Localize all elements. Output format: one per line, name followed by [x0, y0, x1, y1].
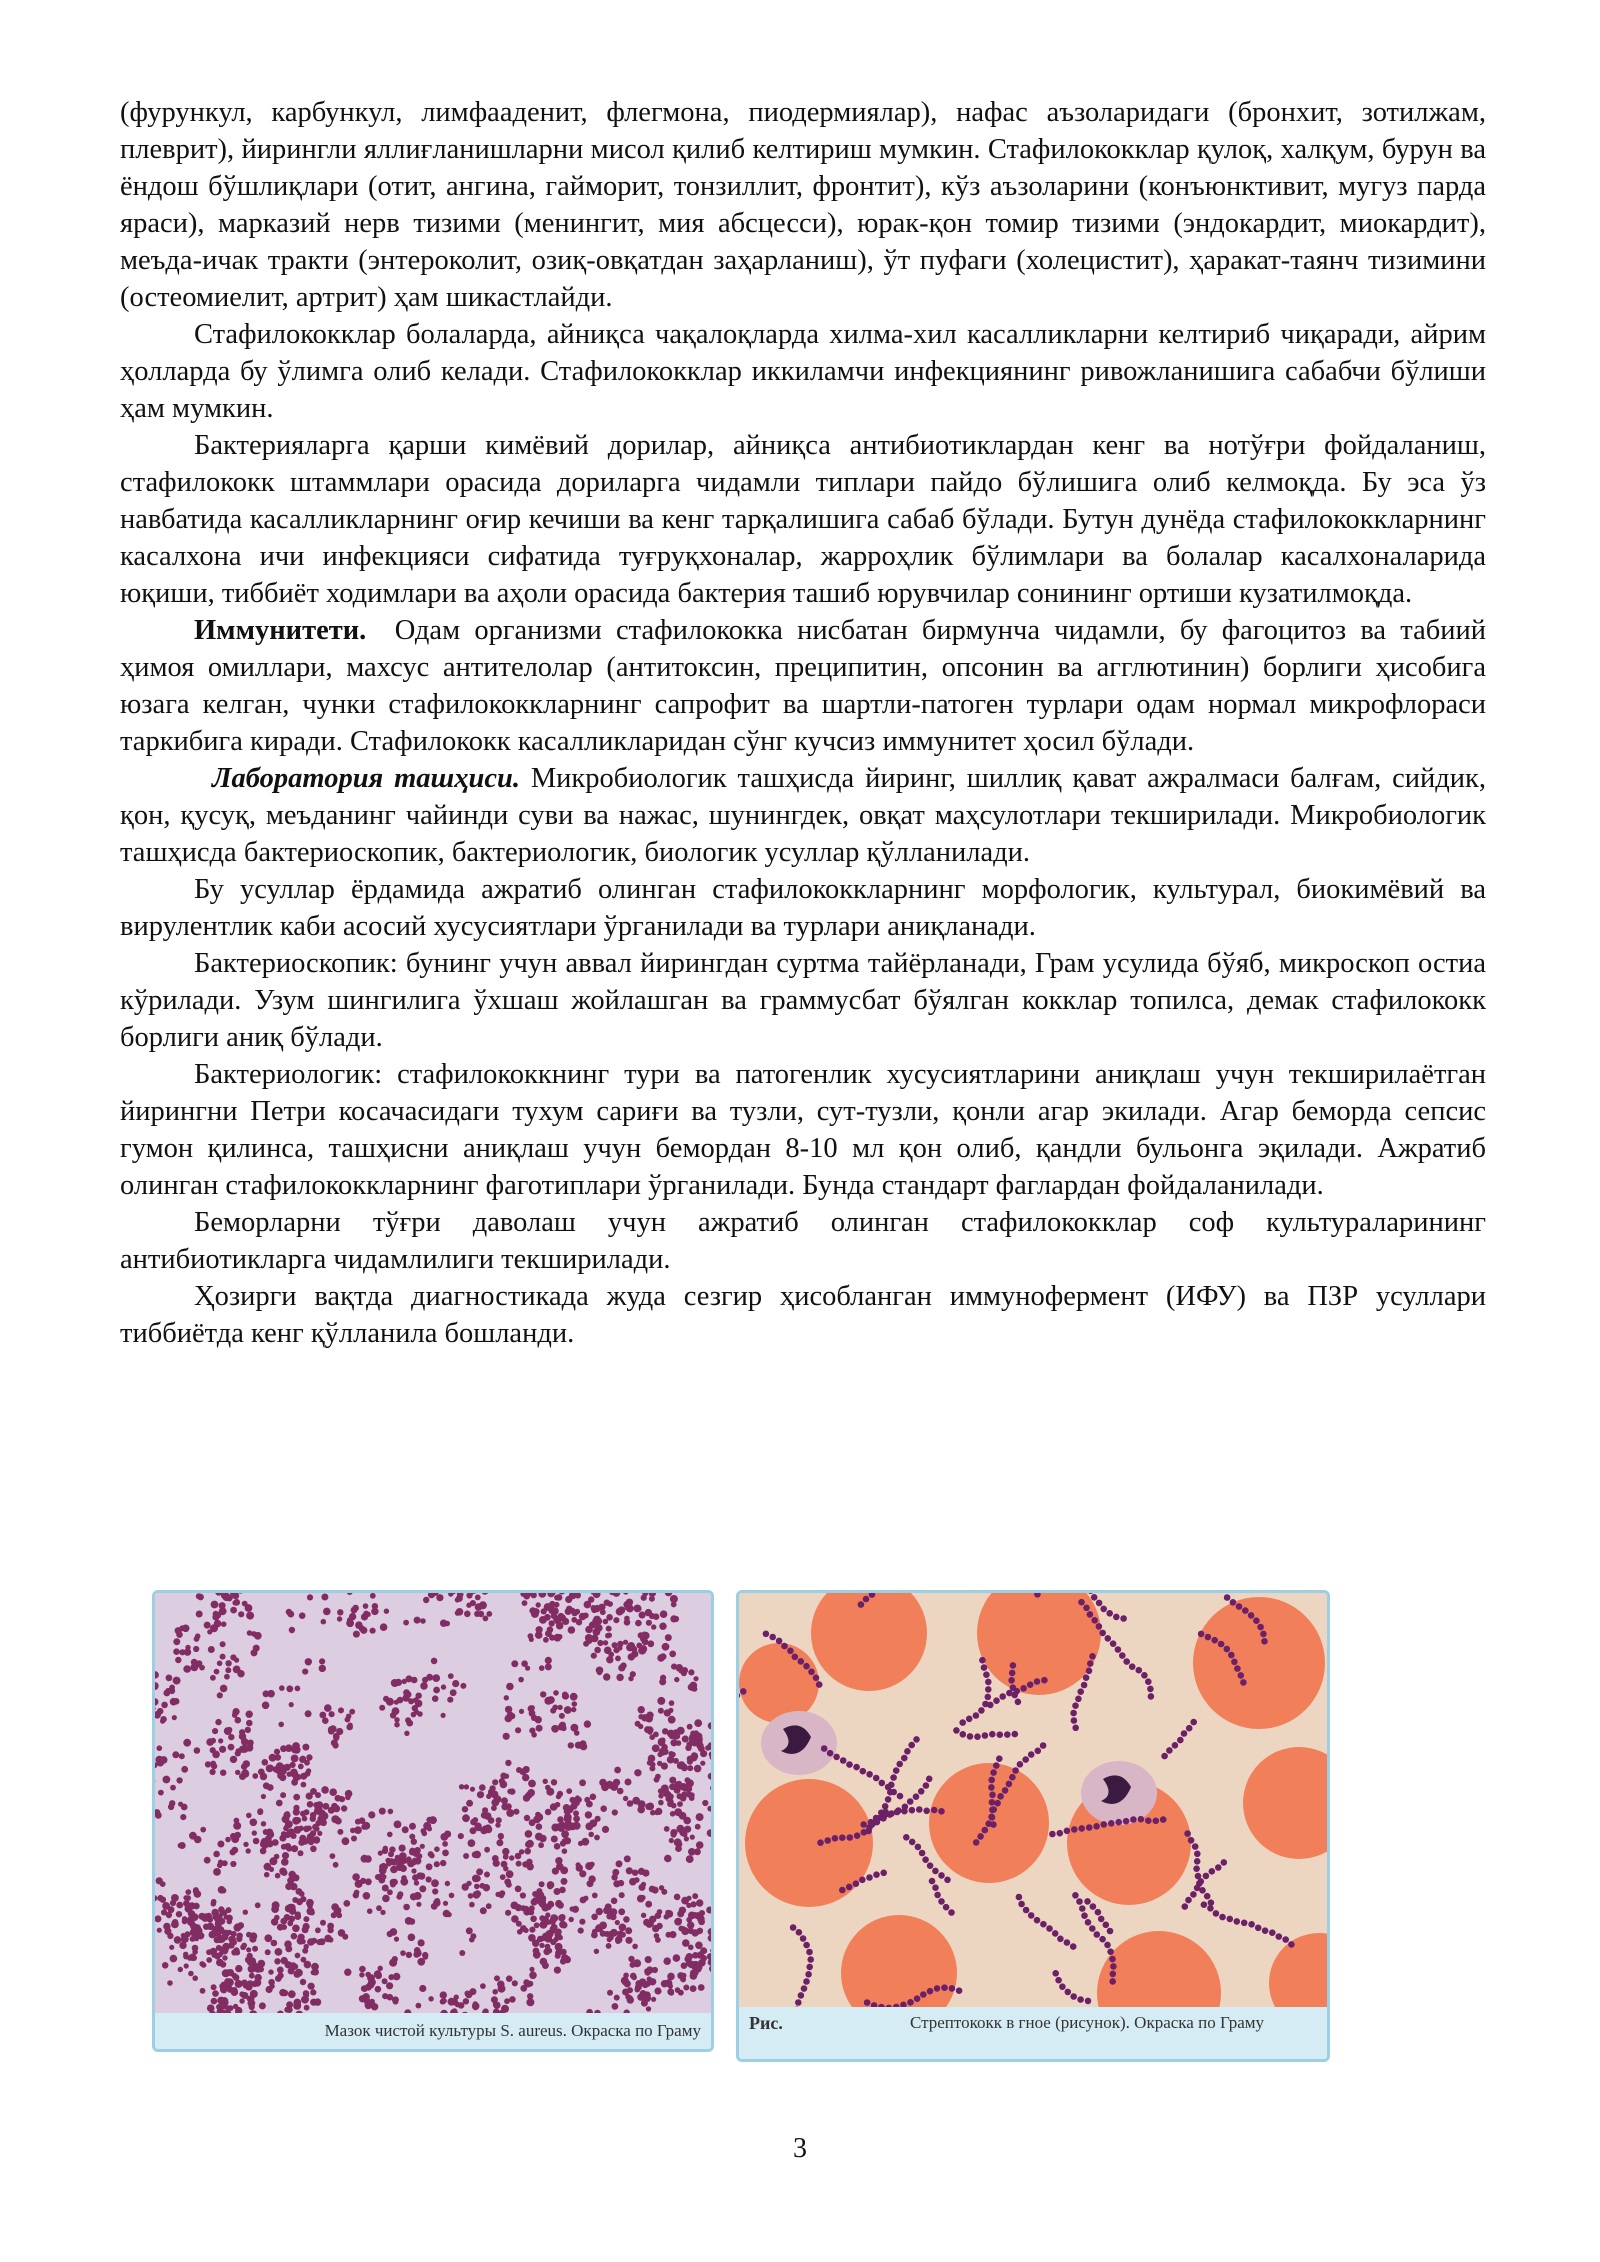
- paragraph-3: [120, 427, 1486, 612]
- paragraph-1: [120, 94, 1486, 316]
- body-text: [120, 94, 1486, 1352]
- page-number: 3: [793, 2133, 807, 2164]
- figure-streptococcus-in-pus: [736, 1590, 1330, 2062]
- figure-caption-text: Стрептококк в гное (рисунок). Окраска по Граму: [909, 2013, 1265, 2032]
- paragraph-text: Беморларни тўғри даволаш учун ажратиб олинган стафилококклар соф культураларининг антибиотикларга чидамлилиги текширилади.: [120, 1207, 1486, 1275]
- paragraph-text: Стафилококклар болаларда, айниқса чақалоқларда хилма-хил касалликларни келтириб чиқаради, айрим ҳолларда бу ўлимга олиб келади. Стафилококклар иккиламчи инфекциянинг ривожланишига сабабчи бўлиши ҳам мумкин.: [120, 319, 1486, 424]
- paragraph-immunity: [120, 612, 1486, 760]
- paragraph-9: [120, 1204, 1486, 1278]
- micrograph-s-aureus: [155, 1593, 711, 2013]
- paragraph-text: Микробиологик ташҳисда йиринг, шиллиқ қават ажралмаси балғам, сийдик, қон, қусуқ, меъданинг чайинди суви ва нажас, шунингдек, овқат маҳсулотлари текширилади. Микробиологик ташҳисда бактериоскопик, бактериологик, биологик усуллар қўлланилади.: [120, 763, 1486, 868]
- paragraph-text: Одам организми стафилококка нисбатан бирмунча чидамли, бу фагоцитоз ва табиий ҳимоя омиллари, махсус антителолар (антитоксин, преципитин, опсонин ва агглютинин) борлиги ҳисобига юзага келган, чунки стафилококкларнинг сапрофит ва шартли-патоген турлари одам нормал микрофлораси таркибига киради. Стафилококк касалликларидан сўнг кучсиз иммунитет ҳосил бўлади.: [120, 615, 1486, 757]
- section-heading-immunity: Иммунитети.: [194, 615, 367, 646]
- paragraph-10: [120, 1278, 1486, 1352]
- paragraph-text: (фурункул, карбункул, лимфааденит, флегмона, пиодермиялар), нафас аъзоларидаги (бронхит, зотилжам, плеврит), йирингли яллиғланишларни мисол қилиб келтириш мумкин. Стафилококклар қулоқ, халқум, бурун ва ёндош бўшлиқлари (отит, ангина, гайморит, тонзиллит, фронтит), кўз аъзоларини (конъюнктивит, мугуз парда яраси), марказий нерв тизими (менингит, мия абсцесси), юрак-қон томир тизими (эндокардит, миокардит), меъда-ичак тракти (энтероколит, озиқ-овқатдан заҳарланиш), ўт пуфаги (холецистит), ҳаракат-таянч тизимини (остеомиелит, артрит) ҳам шикастлайди.: [120, 97, 1486, 313]
- figure-s-aureus-smear: [152, 1590, 714, 2052]
- paragraph-text: Бактериологик: стафилококкнинг тури ва патогенлик хусусиятларини аниқлаш учун текширилаётган йирингни Петри косачасидаги тухум сариғи ва тузли, сут-тузли, қонли агар экилади. Агар беморда сепсис гумон қилинса, ташҳисни аниқлаш учун бемордан 8-10 мл қон олиб, қандли бульонга эқилади. Ажратиб олинган стафилококкларнинг фаготиплари ўрганилади. Бунда стандарт фаглардан фойдаланилади.: [120, 1059, 1486, 1201]
- paragraph-text: Ҳозирги вақтда диагностикада жуда сезгир ҳисобланган иммунофермент (ИФУ) ва ПЗР усуллари тиббиётда кенг қўлланила бошланди.: [120, 1281, 1486, 1349]
- paragraph-6: [120, 871, 1486, 945]
- figure-caption-text: Мазок чистой культуры S. aureus. Окраска по Граму: [324, 2021, 701, 2040]
- figure-label: Рис.: [749, 2013, 783, 2033]
- figure-caption: [155, 2013, 711, 2049]
- section-heading-lab-diagnosis: Лаборатория ташҳиси.: [212, 763, 520, 794]
- figure-caption: [739, 2007, 1327, 2059]
- paragraph-text: Бактериоскопик: бунинг учун аввал йирингдан суртма тайёрланади, Грам усулида бўяб, микроскоп остиа кўрилади. Узум шингилига ўхшаш жойлашган ва граммусбат бўялган кокклар топилса, демак стафилококк борлиги аниқ бўлади.: [120, 948, 1486, 1053]
- paragraph-text: Бактерияларга қарши кимёвий дорилар, айниқса антибиотиклардан кенг ва нотўғри фойдаланиш, стафилококк штаммлари орасида дориларга чидамли типлари пайдо бўлишига олиб келмоқда. Бу эса ўз навбатида касалликларнинг оғир кечиши ва кенг тарқалишига сабаб бўлади. Бутун дунёда стафилококкларнинг касалхона ичи инфекцияси сифатида туғруқхоналар, жарроҳлик бўлимлари ва болалар касалхоналарида юқиши, тиббиёт ходимлари ва аҳоли орасида бактерия ташиб юрувчилар сонининг ортиши кузатилмоқда.: [120, 430, 1486, 609]
- paragraph-2: [120, 316, 1486, 427]
- paragraph-7: [120, 945, 1486, 1056]
- paragraph-lab-diagnosis: [120, 760, 1486, 871]
- paragraph-text: Бу усуллар ёрдамида ажратиб олинган стафилококкларнинг морфологик, культурал, биокимёвий ва вирулентлик каби асосий хусусиятлари ўрганилади ва турлари аниқланади.: [120, 874, 1486, 942]
- paragraph-8: [120, 1056, 1486, 1204]
- illustration-streptococcus: [739, 1593, 1327, 2007]
